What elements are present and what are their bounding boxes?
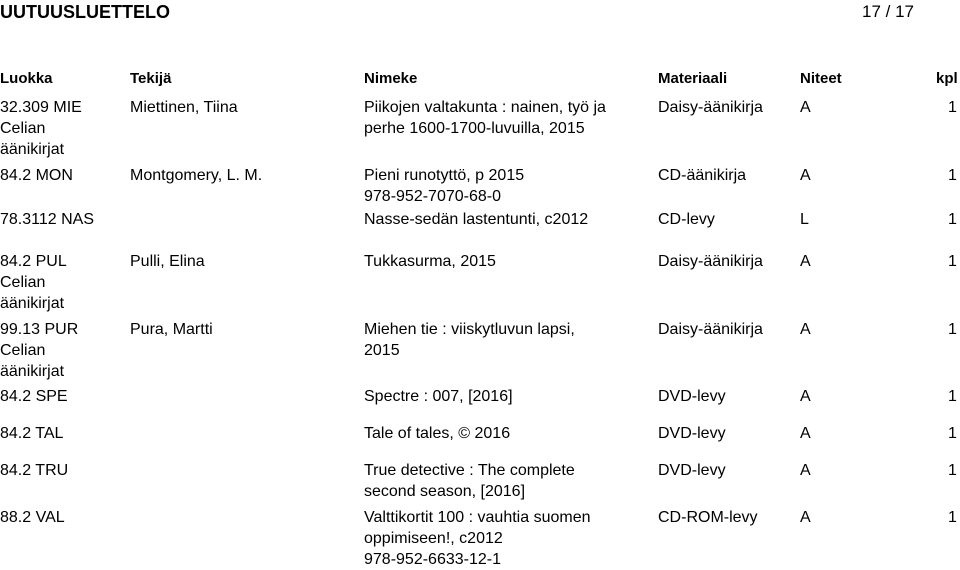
row-niteet: L: [800, 211, 809, 228]
row-nimeke-line: perhe 1600-1700-luvuilla, 2015: [364, 120, 585, 137]
row-kpl: 1: [948, 211, 957, 228]
row-nimeke: [364, 97, 649, 139]
row-luokka-line: 84.2 TAL: [0, 425, 64, 442]
row-materiaali: Daisy-äänikirja: [658, 253, 763, 270]
row-nimeke: [364, 507, 649, 570]
row-luokka-line: 84.2 SPE: [0, 388, 68, 405]
row-luokka: [0, 423, 125, 444]
row-nimeke: [364, 319, 649, 361]
row-luokka-line: 78.3112 NAS: [0, 211, 94, 228]
row-nimeke: [364, 165, 649, 207]
row-materiaali: Daisy-äänikirja: [658, 321, 763, 338]
row-kpl: 1: [948, 167, 957, 184]
row-luokka-line: 88.2 VAL: [0, 509, 65, 526]
row-luokka: [0, 507, 125, 528]
row-materiaali: DVD-levy: [658, 388, 726, 405]
row-nimeke-line: Miehen tie : viiskytluvun lapsi,: [364, 321, 575, 338]
row-kpl: 1: [948, 253, 957, 270]
row-niteet: A: [800, 167, 811, 184]
row-niteet: A: [800, 462, 811, 479]
row-nimeke-line: 2015: [364, 342, 400, 359]
row-niteet: A: [800, 321, 811, 338]
row-nimeke-line: 978-952-7070-68-0: [364, 188, 501, 205]
row-kpl: 1: [948, 509, 957, 526]
row-luokka: [0, 165, 125, 186]
row-tekija: [130, 319, 350, 340]
col-header-nimeke: Nimeke: [364, 70, 418, 87]
row-nimeke: [364, 251, 649, 272]
col-header-tekija: Tekijä: [130, 70, 172, 87]
row-tekija: [130, 165, 350, 186]
row-luokka-line: Celian: [0, 342, 46, 359]
row-niteet: A: [800, 99, 811, 116]
row-nimeke: [364, 386, 649, 407]
row-luokka-line: 84.2 TRU: [0, 462, 69, 479]
row-tekija: [130, 97, 350, 118]
row-luokka-line: äänikirjat: [0, 141, 65, 158]
row-nimeke: [364, 423, 649, 444]
row-materiaali: CD-äänikirja: [658, 167, 747, 184]
row-nimeke-line: Tukkasurma, 2015: [364, 253, 496, 270]
page-title: UUTUUSLUETTELO: [0, 2, 170, 22]
row-kpl: 1: [948, 388, 957, 405]
row-kpl: 1: [948, 321, 957, 338]
row-luokka-line: Celian: [0, 274, 46, 291]
row-tekija-line: Pulli, Elina: [130, 253, 205, 270]
row-luokka-line: 99.13 PUR: [0, 321, 79, 338]
row-luokka-line: äänikirjat: [0, 363, 65, 380]
col-header-kpl: kpl: [936, 70, 958, 87]
row-luokka: [0, 209, 125, 230]
row-nimeke-line: Spectre : 007, [2016]: [364, 388, 513, 405]
row-materiaali: CD-levy: [658, 211, 715, 228]
row-tekija-line: Miettinen, Tiina: [130, 99, 238, 116]
row-niteet: A: [800, 253, 811, 270]
row-tekija-line: Montgomery, L. M.: [130, 167, 263, 184]
row-luokka-line: 84.2 PUL: [0, 253, 67, 270]
row-materiaali: CD-ROM-levy: [658, 509, 758, 526]
row-nimeke-line: 978-952-6633-12-1: [364, 551, 501, 568]
row-tekija-line: Pura, Martti: [130, 321, 213, 338]
row-nimeke: [364, 460, 649, 502]
row-luokka: [0, 251, 125, 314]
row-luokka: [0, 460, 125, 481]
row-niteet: A: [800, 425, 811, 442]
row-kpl: 1: [948, 425, 957, 442]
row-tekija: [130, 251, 350, 272]
row-nimeke-line: Tale of tales, © 2016: [364, 425, 511, 442]
row-niteet: A: [800, 509, 811, 526]
row-nimeke-line: Piikojen valtakunta : nainen, työ ja: [364, 99, 606, 116]
row-nimeke-line: Valttikortit 100 : vauhtia suomen: [364, 509, 591, 526]
row-luokka: [0, 97, 125, 160]
row-materiaali: Daisy-äänikirja: [658, 99, 763, 116]
row-luokka: [0, 319, 125, 382]
row-luokka-line: 32.309 MIE: [0, 99, 82, 116]
row-luokka-line: 84.2 MON: [0, 167, 73, 184]
row-nimeke-line: Nasse-sedän lastentunti, c2012: [364, 211, 589, 228]
row-nimeke-line: True detective : The complete: [364, 462, 575, 479]
row-niteet: A: [800, 388, 811, 405]
row-kpl: 1: [948, 462, 957, 479]
row-materiaali: DVD-levy: [658, 425, 726, 442]
col-header-niteet: Niteet: [800, 70, 842, 87]
row-luokka-line: äänikirjat: [0, 295, 65, 312]
col-header-materiaali: Materiaali: [658, 70, 728, 87]
col-header-luokka: Luokka: [0, 70, 53, 87]
row-nimeke-line: oppimiseen!, c2012: [364, 530, 503, 547]
row-kpl: 1: [948, 99, 957, 116]
page-number: 17 / 17: [862, 2, 914, 21]
row-luokka-line: Celian: [0, 120, 46, 137]
row-luokka: [0, 386, 125, 407]
row-nimeke: [364, 209, 649, 230]
row-materiaali: DVD-levy: [658, 462, 726, 479]
row-nimeke-line: Pieni runotyttö, p 2015: [364, 167, 525, 184]
row-nimeke-line: second season, [2016]: [364, 483, 526, 500]
